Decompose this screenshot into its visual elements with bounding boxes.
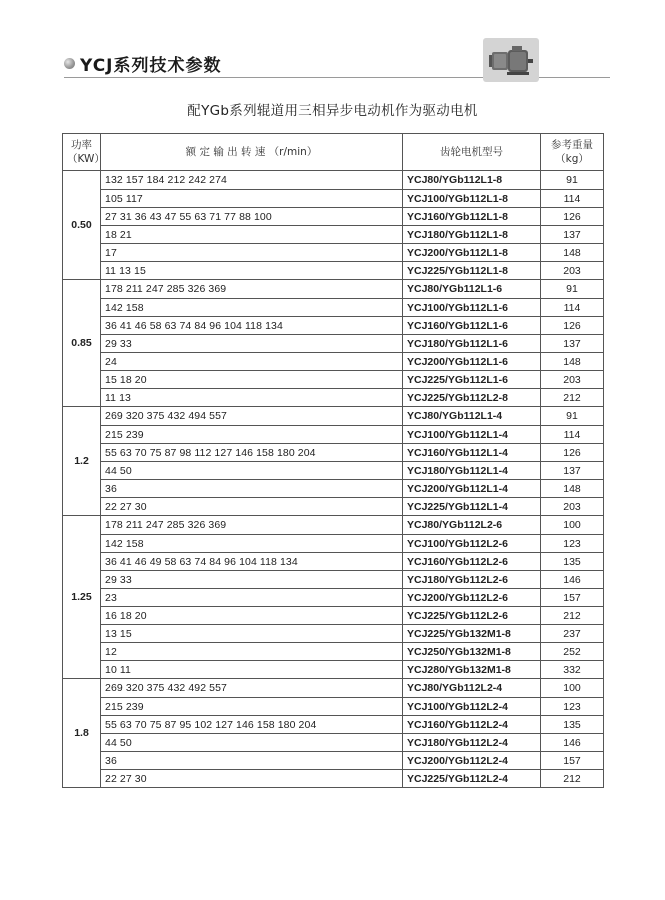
table-row [63, 698, 604, 716]
table-row [63, 607, 604, 625]
page-title: YCJ系列技术参数 [80, 56, 222, 76]
model-cell: YCJ100/YGb112L1-8 [403, 190, 541, 208]
weight-cell: 126 [541, 444, 604, 462]
model-cell: YCJ225/YGb112L2-6 [403, 607, 541, 625]
model-cell: YCJ225/YGb112L1-6 [403, 371, 541, 389]
model-cell: YCJ100/YGb112L1-6 [403, 299, 541, 317]
weight-cell: 91 [541, 280, 604, 299]
page-header [0, 0, 665, 90]
speed-cell: 27 31 36 43 47 55 63 71 77 88 100 [101, 208, 403, 226]
gear-motor-icon [483, 38, 539, 82]
speed-cell: 24 [101, 353, 403, 371]
model-cell: YCJ200/YGb112L1-8 [403, 244, 541, 262]
table-row [63, 244, 604, 262]
weight-cell: 114 [541, 190, 604, 208]
speed-cell: 142 158 [101, 535, 403, 553]
model-cell: YCJ280/YGb132M1-8 [403, 661, 541, 679]
table-row [63, 407, 604, 426]
table-row [63, 190, 604, 208]
table-row [63, 716, 604, 734]
table-row [63, 498, 604, 516]
table-row [63, 770, 604, 788]
bullet-icon [64, 58, 75, 69]
weight-cell: 91 [541, 407, 604, 426]
model-cell: YCJ80/YGb112L2-4 [403, 679, 541, 698]
speed-cell: 15 18 20 [101, 371, 403, 389]
model-cell: YCJ200/YGb112L1-6 [403, 353, 541, 371]
weight-cell: 332 [541, 661, 604, 679]
speed-cell: 215 239 [101, 426, 403, 444]
speed-cell: 13 15 [101, 625, 403, 643]
speed-cell: 12 [101, 643, 403, 661]
model-cell: YCJ160/YGb112L1-8 [403, 208, 541, 226]
weight-cell: 126 [541, 317, 604, 335]
table-row [63, 571, 604, 589]
model-cell: YCJ225/YGb112L2-8 [403, 389, 541, 407]
model-cell: YCJ225/YGb112L1-4 [403, 498, 541, 516]
weight-cell: 137 [541, 462, 604, 480]
weight-cell: 114 [541, 426, 604, 444]
header-model: 齿轮电机型号 [403, 134, 541, 171]
table-row [63, 389, 604, 407]
speed-cell: 11 13 [101, 389, 403, 407]
speed-cell: 269 320 375 432 494 557 [101, 407, 403, 426]
model-cell: YCJ180/YGb112L1-4 [403, 462, 541, 480]
model-cell: YCJ200/YGb112L2-4 [403, 752, 541, 770]
speed-cell: 132 157 184 212 242 274 [101, 171, 403, 190]
model-cell: YCJ80/YGb112L1-8 [403, 171, 541, 190]
speed-cell: 29 33 [101, 335, 403, 353]
weight-cell: 135 [541, 553, 604, 571]
weight-cell: 148 [541, 480, 604, 498]
header-power [63, 134, 105, 171]
header-weight-line2: （kg） [555, 153, 589, 165]
table-row [63, 317, 604, 335]
weight-cell: 135 [541, 716, 604, 734]
weight-cell: 123 [541, 698, 604, 716]
table-row [63, 262, 604, 280]
model-cell: YCJ180/YGb112L2-4 [403, 734, 541, 752]
model-cell: YCJ180/YGb112L1-8 [403, 226, 541, 244]
speed-cell: 36 41 46 49 58 63 74 84 96 104 118 134 [101, 553, 403, 571]
table-row [63, 516, 604, 535]
table-row [63, 589, 604, 607]
weight-cell: 137 [541, 226, 604, 244]
model-cell: YCJ200/YGb112L1-4 [403, 480, 541, 498]
weight-cell: 123 [541, 535, 604, 553]
table-row [63, 226, 604, 244]
model-cell: YCJ160/YGb112L2-4 [403, 716, 541, 734]
speed-cell: 18 21 [101, 226, 403, 244]
power-cell: 1.8 [63, 679, 101, 788]
speed-cell: 22 27 30 [101, 498, 403, 516]
weight-cell: 157 [541, 589, 604, 607]
model-cell: YCJ180/YGb112L1-6 [403, 335, 541, 353]
speed-cell: 23 [101, 589, 403, 607]
weight-cell: 146 [541, 571, 604, 589]
table-row [63, 208, 604, 226]
speed-cell: 44 50 [101, 734, 403, 752]
table-row [63, 371, 604, 389]
speed-cell: 10 11 [101, 661, 403, 679]
table-row [63, 553, 604, 571]
weight-cell: 203 [541, 371, 604, 389]
header-power-line1: 功率 [71, 139, 92, 151]
weight-cell: 91 [541, 171, 604, 190]
table-row [63, 353, 604, 371]
power-cell: 0.50 [63, 171, 101, 280]
table-row [63, 643, 604, 661]
weight-cell: 157 [541, 752, 604, 770]
speed-cell: 105 117 [101, 190, 403, 208]
speed-cell: 215 239 [101, 698, 403, 716]
table-row [63, 480, 604, 498]
speed-cell: 36 [101, 752, 403, 770]
table-row [63, 625, 604, 643]
weight-cell: 148 [541, 353, 604, 371]
weight-cell: 212 [541, 607, 604, 625]
header-weight-line1: 参考重量 [551, 139, 593, 151]
table-row [63, 171, 604, 190]
model-cell: YCJ225/YGb112L2-4 [403, 770, 541, 788]
speed-cell: 142 158 [101, 299, 403, 317]
speed-cell: 44 50 [101, 462, 403, 480]
weight-cell: 212 [541, 389, 604, 407]
header-speed: 额 定 输 出 转 速 （r/min） [101, 134, 403, 171]
weight-cell: 126 [541, 208, 604, 226]
speed-cell: 55 63 70 75 87 98 112 127 146 158 180 204 [101, 444, 403, 462]
table-row [63, 280, 604, 299]
model-cell: YCJ225/YGb112L1-8 [403, 262, 541, 280]
model-cell: YCJ200/YGb112L2-6 [403, 589, 541, 607]
model-cell: YCJ180/YGb112L2-6 [403, 571, 541, 589]
weight-cell: 203 [541, 262, 604, 280]
weight-cell: 203 [541, 498, 604, 516]
model-cell: YCJ160/YGb112L1-4 [403, 444, 541, 462]
power-cell: 1.25 [63, 516, 101, 679]
table-header-row [63, 134, 604, 171]
power-cell: 0.85 [63, 280, 101, 407]
model-cell: YCJ80/YGb112L1-4 [403, 407, 541, 426]
model-cell: YCJ100/YGb112L2-4 [403, 698, 541, 716]
table-row [63, 444, 604, 462]
speed-cell: 11 13 15 [101, 262, 403, 280]
weight-cell: 114 [541, 299, 604, 317]
weight-cell: 237 [541, 625, 604, 643]
speed-cell: 36 [101, 480, 403, 498]
table-row [63, 535, 604, 553]
table-row [63, 661, 604, 679]
weight-cell: 137 [541, 335, 604, 353]
model-cell: YCJ80/YGb112L2-6 [403, 516, 541, 535]
table-row [63, 335, 604, 353]
weight-cell: 100 [541, 516, 604, 535]
table-row [63, 426, 604, 444]
table-row [63, 679, 604, 698]
weight-cell: 252 [541, 643, 604, 661]
speed-cell: 16 18 20 [101, 607, 403, 625]
power-cell: 1.2 [63, 407, 101, 516]
weight-cell: 212 [541, 770, 604, 788]
model-cell: YCJ100/YGb112L1-4 [403, 426, 541, 444]
speed-cell: 269 320 375 432 492 557 [101, 679, 403, 698]
model-cell: YCJ160/YGb112L2-6 [403, 553, 541, 571]
header-weight [541, 134, 604, 171]
speed-cell: 36 41 46 58 63 74 84 96 104 118 134 [101, 317, 403, 335]
speed-cell: 29 33 [101, 571, 403, 589]
header-power-line2: （KW） [67, 153, 105, 165]
speed-cell: 17 [101, 244, 403, 262]
speed-cell: 178 211 247 285 326 369 [101, 516, 403, 535]
table-row [63, 299, 604, 317]
speed-cell: 22 27 30 [101, 770, 403, 788]
speed-cell: 55 63 70 75 87 95 102 127 146 158 180 204 [101, 716, 403, 734]
spec-table [62, 133, 604, 788]
model-cell: YCJ225/YGb132M1-8 [403, 625, 541, 643]
weight-cell: 148 [541, 244, 604, 262]
weight-cell: 146 [541, 734, 604, 752]
model-cell: YCJ80/YGb112L1-6 [403, 280, 541, 299]
model-cell: YCJ160/YGb112L1-6 [403, 317, 541, 335]
table-row [63, 462, 604, 480]
table-body [63, 171, 604, 788]
weight-cell: 100 [541, 679, 604, 698]
table-subtitle: 配YGb系列辊道用三相异步电动机作为驱动电机 [187, 103, 478, 119]
table-row [63, 734, 604, 752]
model-cell: YCJ100/YGb112L2-6 [403, 535, 541, 553]
speed-cell: 178 211 247 285 326 369 [101, 280, 403, 299]
table-row [63, 752, 604, 770]
model-cell: YCJ250/YGb132M1-8 [403, 643, 541, 661]
